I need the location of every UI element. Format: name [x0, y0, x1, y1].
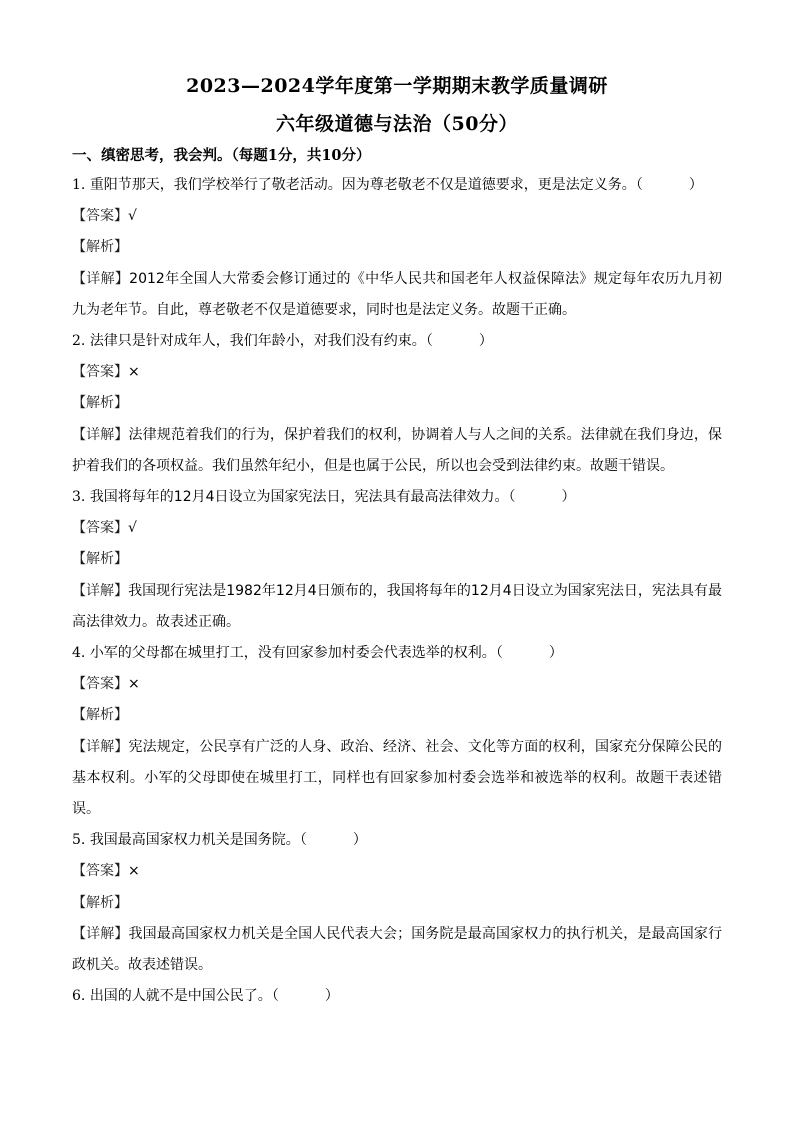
answer-bracket-open: （: [508, 489, 516, 506]
analysis-label: 【解析】: [72, 239, 128, 256]
detail-label: 【详解】: [72, 738, 129, 755]
answer-line: [72, 357, 722, 388]
answer-bracket-open: （: [495, 645, 503, 662]
question-text: 小军的父母都在城里打工，没有回家参加村委会代表选举的权利。: [89, 645, 496, 662]
question-number: 1.: [72, 177, 86, 193]
analysis-label: 【解析】: [72, 395, 128, 412]
question-text: 我国最高国家权力机关是国务院。: [89, 832, 300, 849]
detail-paragraph: [72, 264, 722, 326]
question-6: [72, 981, 722, 1012]
analysis-label: 【解析】: [72, 894, 128, 911]
question-number: 2.: [72, 333, 86, 350]
detail-text: 宪法规定，公民享有广泛的人身、政治、经济、社会、文化等方面的权利，国家充分保障公民的基本权利。小军的父母即使在城里打工，同样也有回家参加村委会选举和被选举的权利。故题干表述错误。: [72, 738, 723, 818]
answer-label: 【答案】: [72, 676, 128, 693]
answer-bracket-close: ）: [688, 177, 703, 193]
question-text: 我国将每年的12月4日设立为国家宪法日，宪法具有最高法律效力。: [89, 489, 509, 506]
detail-paragraph: [72, 919, 722, 981]
answer-label: 【答案】: [72, 863, 128, 880]
answer-line: [72, 669, 722, 700]
answer-value: ×: [128, 364, 140, 381]
answer-line: [72, 513, 722, 544]
answer-bracket-open: （: [299, 832, 307, 849]
detail-label: 【详解】: [72, 426, 129, 443]
answer-bracket-close: ）: [561, 489, 576, 506]
question-number: 6.: [72, 988, 86, 1005]
detail-paragraph: [72, 420, 722, 482]
question-number: 4.: [72, 645, 86, 662]
detail-text: 2012年全国人大常委会修订通过的《中华人民共和国老年人权益保障法》规定每年农历九月初九为老年节。自此，尊老敬老不仅是道德要求，同时也是法定义务。故题干正确。: [72, 270, 722, 318]
answer-line: [72, 201, 722, 232]
exam-title: 2023—2024学年度第一学期期末教学质量调研: [186, 75, 608, 97]
question-text: 法律只是针对成年人，我们年龄小，对我们没有约束。: [89, 333, 426, 350]
answer-value: ×: [128, 676, 140, 693]
exam-subtitle: 六年级道德与法治（50分）: [276, 113, 518, 135]
analysis-line: [72, 888, 722, 919]
answer-bracket-close: ）: [548, 645, 563, 662]
question-4: [72, 638, 722, 669]
answer-bracket-open: （: [425, 333, 433, 350]
question-text: 出国的人就不是中国公民了。: [89, 988, 272, 1005]
answer-bracket-open: （: [271, 988, 279, 1005]
detail-text: 我国现行宪法是1982年12月4日颁布的，我国将每年的12月4日设立为国家宪法日，宪法具有最高法律效力。故表述正确。: [72, 582, 723, 630]
detail-text: 我国最高国家权力机关是全国人民代表大会；国务院是最高国家权力的执行机关，是最高国家行政机关。故表述错误。: [72, 925, 723, 974]
analysis-line: [72, 700, 722, 731]
analysis-line: [72, 388, 722, 419]
detail-paragraph: [72, 576, 722, 638]
answer-bracket-close: ）: [352, 832, 367, 849]
detail-paragraph: [72, 732, 722, 826]
question-2: [72, 326, 722, 357]
document-page: [72, 66, 722, 1012]
answer-line: [72, 856, 722, 887]
analysis-label: 【解析】: [72, 707, 128, 724]
question-number: 5.: [72, 832, 86, 849]
answer-bracket-close: ）: [478, 333, 493, 350]
question-1: [72, 170, 722, 201]
analysis-line: [72, 232, 722, 263]
answer-value: √: [128, 520, 137, 537]
detail-label: 【详解】: [72, 925, 129, 942]
answer-label: 【答案】: [72, 520, 128, 537]
answer-label: 【答案】: [72, 364, 128, 381]
answer-label: 【答案】: [72, 208, 128, 225]
detail-text: 法律规范着我们的行为，保护着我们的权利，协调着人与人之间的关系。法律就在我们身边，保护着我们的各项权益。我们虽然年纪小，但是也属于公民，所以也会受到法律约束。故题干错误。: [72, 426, 723, 474]
answer-bracket-open: （: [635, 177, 643, 193]
question-number: 3.: [72, 489, 86, 506]
answer-value: √: [128, 208, 137, 225]
detail-label: 【详解】: [72, 582, 129, 599]
analysis-label: 【解析】: [72, 551, 128, 568]
section-heading: 一、缜密思考，我会判。（每题1分，共10分）: [72, 147, 371, 164]
analysis-line: [72, 544, 722, 575]
answer-bracket-close: ）: [324, 988, 339, 1005]
answer-value: ×: [128, 863, 140, 880]
question-5: [72, 825, 722, 856]
detail-label: 【详解】: [72, 270, 130, 287]
question-3: [72, 482, 722, 513]
question-text: 重阳节那天，我们学校举行了敬老活动。因为尊老敬老不仅是道德要求，更是法定义务。: [89, 177, 636, 193]
